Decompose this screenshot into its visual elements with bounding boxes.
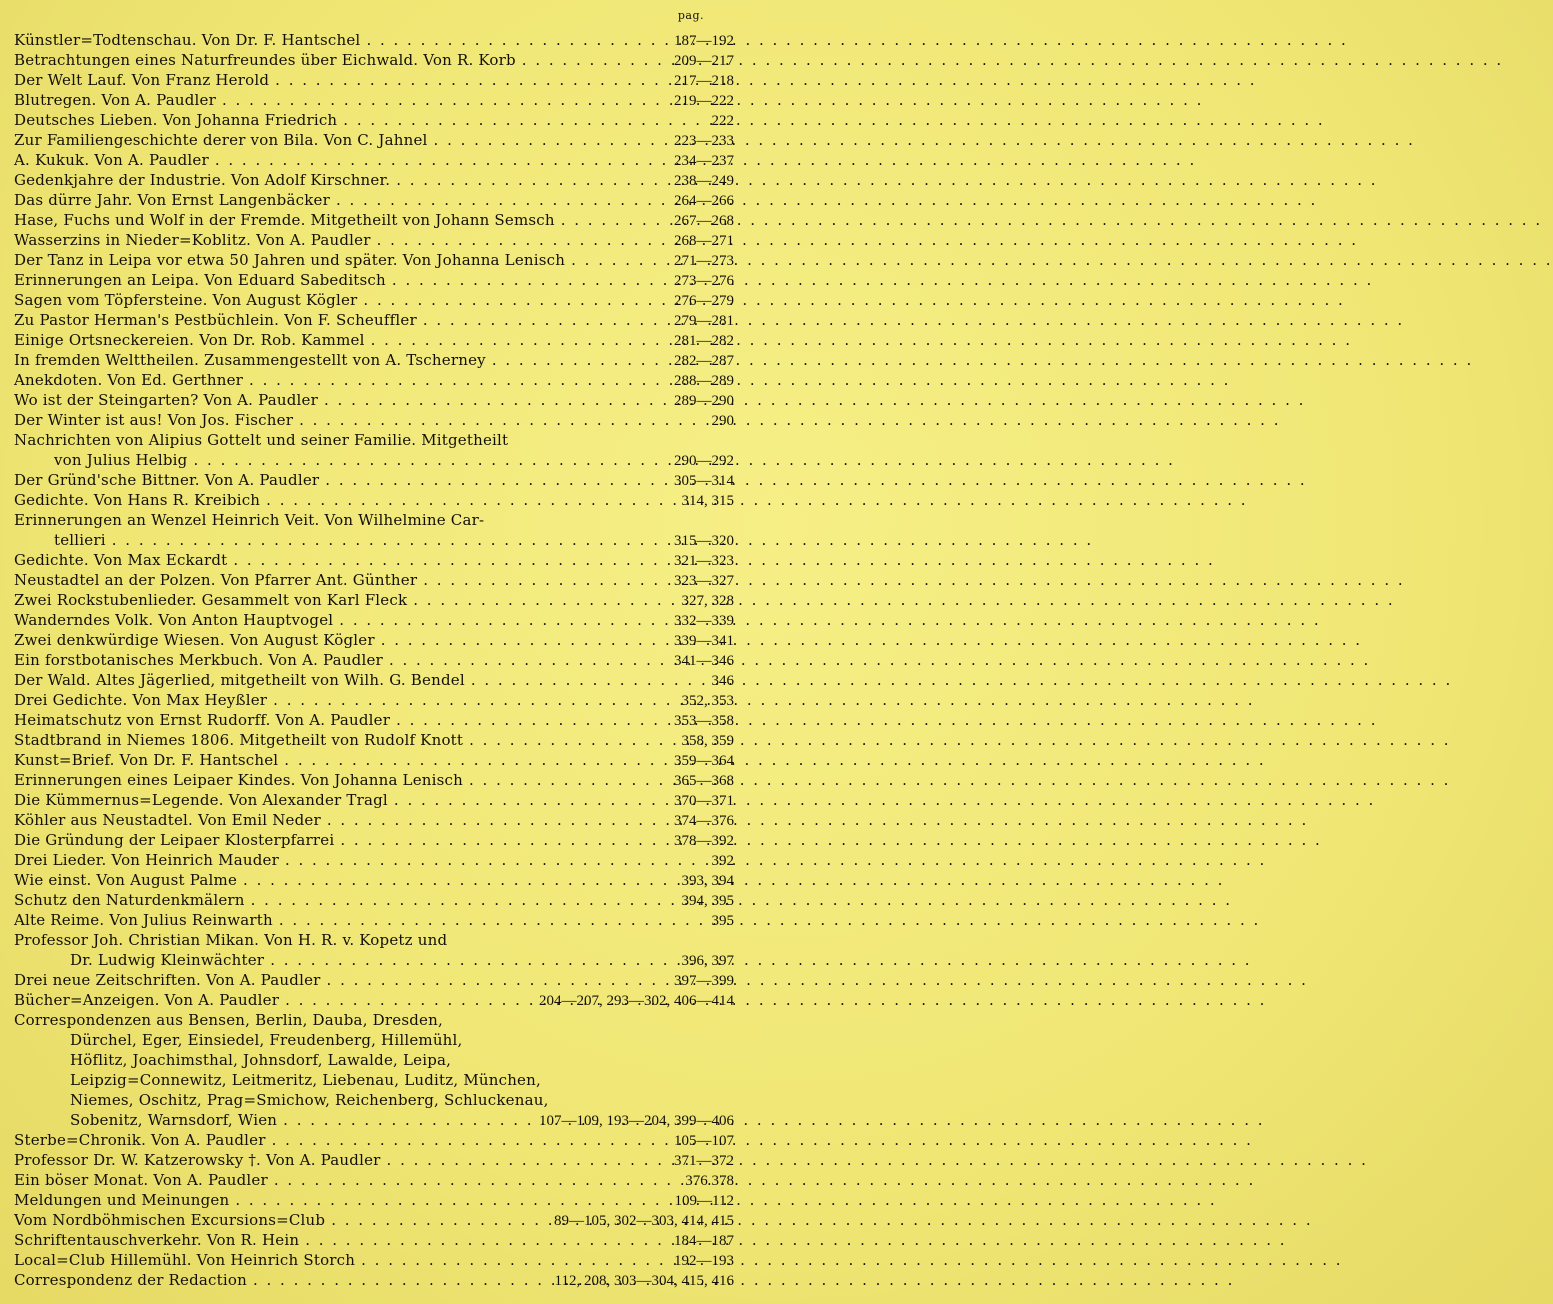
toc-entry [14,1230,734,1250]
toc-entry-pages: 271—273 [674,253,734,269]
toc-entry-title: Deutsches Lieben. Von Johanna Friedrich [14,111,338,129]
dot-leader [333,610,668,630]
toc-entry-title: Erinnerungen an Leipa. Von Eduard Sabeditsch [14,271,386,289]
toc-entry-title: Der Tanz in Leipa vor etwa 50 Jahren und später. Von Johanna Lenisch [14,251,566,269]
toc-entry [14,390,734,410]
toc-entry-title: Hase, Fuchs und Wolf in der Fremde. Mitgetheilt von Johann Semsch [14,211,555,229]
toc-entry-pages: 276—279 [674,293,734,309]
toc-entry [14,190,734,210]
dot-leader [565,250,668,270]
toc-entry-title: Dürchel, Eger, Einsiedel, Freudenberg, Hillemühl, [70,1031,463,1049]
dot-leader [417,570,668,590]
toc-entry-pages: 395 [711,913,734,929]
toc-entry-title: Die Gründung der Leipaer Klosterpfarrei [14,831,335,849]
toc-entry-title: Einige Ortsneckereien. Von Dr. Rob. Kammel [14,331,365,349]
dot-leader [337,110,705,130]
toc-entry-pages: 219—222 [674,93,734,109]
toc-entry-title: Ein böser Monat. Von A. Paudler [14,1171,268,1189]
toc-entry-pages: 394, 395 [681,893,734,909]
toc-entry [14,350,734,370]
toc-entry [14,450,734,470]
toc-entry-pages: 371—372 [674,1153,734,1169]
toc-entry-title: Meldungen und Meinungen [14,1191,230,1209]
dot-leader [245,890,676,910]
toc-entry-title: In fremden Welttheilen. Zusammengestellt von A. Tscherney [14,351,486,369]
toc-entry [14,570,734,590]
toc-entry [14,950,734,970]
toc-entry-title: Sagen vom Töpfersteine. Von August Kögler [14,291,358,309]
dot-leader [279,990,533,1010]
toc-entry-pages: 374—376 [674,813,734,829]
dot-leader [360,30,668,50]
dot-leader [299,1230,668,1250]
toc-entry-title: Vom Nordböhmischen Excursions=Club [14,1211,326,1229]
dot-leader [227,550,668,570]
toc-entry [14,1110,734,1130]
toc-entry [14,470,734,490]
toc-entry-pages: 352, 353 [681,693,734,709]
toc-entry-title: Wo ist der Steingarten? Von A. Paudler [14,391,318,409]
toc-entry-title: Wie einst. Von August Palme [14,871,238,889]
toc-entry-pages: 89—105, 302—303, 414, 415 [554,1213,734,1229]
toc-entry-title: Erinnerungen an Wenzel Heinrich Veit. Von Wilhelmine Car- [14,511,485,529]
toc-entry [14,650,734,670]
toc-entry-title: Gedichte. Von Hans R. Kreibich [14,491,261,509]
dot-leader [388,790,668,810]
toc-entry-title: Blutregen. Von A. Paudler [14,91,216,109]
dot-leader [269,70,668,90]
toc-entry-pages: 396, 397 [681,953,734,969]
dot-leader [465,670,706,690]
toc-entry-pages: 222 [711,113,734,129]
toc-entry-title: Anekdoten. Von Ed. Gerthner [14,371,244,389]
dot-leader [407,590,675,610]
dot-leader [293,410,705,430]
toc-entry-pages: 314, 315 [681,493,734,509]
toc-entry [14,870,734,890]
toc-entry-title: Stadtbrand in Niemes 1806. Mitgetheilt von Rudolf Knott [14,731,464,749]
toc-entry [14,410,734,430]
table-of-contents [14,30,734,1290]
toc-entry-pages: 353—358 [674,713,734,729]
toc-entry-pages: 279—281 [674,313,734,329]
toc-entry-title: Drei neue Zeitschriften. Von A. Paudler [14,971,321,989]
toc-entry-pages: 370—371 [674,793,734,809]
toc-entry-pages: 105—107 [674,1133,734,1149]
toc-entry [14,970,734,990]
toc-entry-title: Höflitz, Joachimsthal, Johnsdorf, Lawalde, Leipa, [70,1051,452,1069]
toc-entry-pages: 359—364 [674,753,734,769]
dot-leader [209,150,668,170]
toc-entry-pages: 321—323 [674,553,734,569]
toc-entry-title: Gedichte. Von Max Eckardt [14,551,228,569]
toc-entry-title: Heimatschutz von Ernst Rudorff. Von A. Paudler [14,711,391,729]
toc-entry-pages: 393, 394 [681,873,734,889]
toc-entry [14,730,734,750]
dot-leader [273,910,706,930]
toc-entry [14,310,734,330]
dot-leader [321,810,668,830]
toc-entry-title: Dr. Ludwig Kleinwächter [70,951,265,969]
dot-leader [365,330,668,350]
toc-entry-pages: 267—268 [674,213,734,229]
dot-leader [325,1210,548,1230]
dot-leader [229,1190,668,1210]
toc-entry-pages: 376 378 [685,1173,734,1189]
toc-entry [14,1190,734,1210]
dot-leader [375,630,668,650]
toc-entry-pages: 346 [711,673,734,689]
toc-entry-pages: 323—327 [674,573,734,589]
dot-leader [428,130,668,150]
dot-leader [237,870,675,890]
dot-leader [216,90,668,110]
toc-entry [14,490,734,510]
toc-entry-title: Schutz den Naturdenkmälern [14,891,245,909]
page-column-label: pag. [677,9,704,22]
toc-entry [14,910,734,930]
toc-entry-title: Zu Pastor Herman's Pestbüchlein. Von F. Scheuffler [14,311,417,329]
dot-leader [188,450,669,470]
toc-entry [14,170,734,190]
toc-entry [14,250,734,270]
toc-entry-pages: 184—187 [674,1233,734,1249]
dot-leader [243,370,668,390]
dot-leader [321,970,668,990]
toc-entry-pages: 290—292 [674,453,734,469]
toc-entry [14,630,734,650]
toc-entry-pages: 332—339 [674,613,734,629]
toc-entry [14,370,734,390]
toc-entry [14,550,734,570]
toc-entry [14,1030,734,1050]
dot-leader [319,470,668,490]
toc-entry [14,930,734,950]
dot-leader [463,770,668,790]
toc-entry [14,530,734,550]
dot-leader [264,950,675,970]
dot-leader [357,290,668,310]
toc-entry-pages: 187—192 [674,33,734,49]
toc-entry-pages: 109—112 [674,1193,734,1209]
dot-leader [463,730,675,750]
toc-entry [14,610,734,630]
toc-entry-pages: 223—233 [674,133,734,149]
toc-entry [14,330,734,350]
toc-entry-title: Künstler=Todtenschau. Von Dr. F. Hantschel [14,31,361,49]
toc-entry [14,50,734,70]
toc-entry [14,1010,734,1030]
toc-entry-title: Professor Dr. W. Katzerowsky †. Von A. Paudler [14,1151,381,1169]
toc-entry-title: Neustadtel an der Polzen. Von Pfarrer Ant. Günther [14,571,418,589]
toc-entry-title: Wasserzins in Nieder=Koblitz. Von A. Paudler [14,231,371,249]
toc-entry [14,890,734,910]
toc-entry [14,770,734,790]
toc-entry-pages: 288—289 [674,373,734,389]
toc-entry-title: A. Kukuk. Von A. Paudler [14,151,209,169]
toc-entry-pages: 268—271 [674,233,734,249]
toc-entry-title: Bücher=Anzeigen. Von A. Paudler [14,991,280,1009]
toc-entry-pages: 290 [711,413,734,429]
toc-entry-pages: 305—314 [674,473,734,489]
toc-entry [14,690,734,710]
toc-entry [14,1270,734,1290]
toc-entry-pages: 192—193 [674,1253,734,1269]
toc-entry [14,290,734,310]
toc-entry [14,110,734,130]
dot-leader [106,530,668,550]
toc-entry [14,1050,734,1070]
toc-entry-pages: 217—218 [674,73,734,89]
toc-entry [14,90,734,110]
toc-entry-pages: 204—207, 293—302, 406—414 [539,993,734,1009]
toc-entry-pages: 358, 359 [681,733,734,749]
dot-leader [381,1150,668,1170]
dot-leader [318,390,668,410]
toc-entry [14,750,734,770]
toc-entry-title: Gedenkjahre der Industrie. Von Adolf Kirschner. [14,171,391,189]
toc-entry-title: Sterbe=Chronik. Von A. Paudler [14,1131,266,1149]
dot-leader [334,830,668,850]
dot-leader [247,1270,549,1290]
toc-page [0,0,750,1304]
toc-entry [14,270,734,290]
toc-entry-title: Leipzig=Connewitz, Leitmeritz, Liebenau, Luditz, München, [70,1071,541,1089]
toc-entry [14,70,734,90]
toc-entry [14,210,734,230]
toc-entry-title: Der Welt Lauf. Von Franz Herold [14,71,270,89]
toc-entry [14,990,734,1010]
toc-entry [14,30,734,50]
toc-entry [14,1090,734,1110]
toc-entry [14,710,734,730]
dot-leader [390,710,668,730]
dot-leader [279,850,706,870]
toc-entry-title: Der Wald. Altes Jägerlied, mitgetheilt von Wilh. G. Bendel [14,671,465,689]
dot-leader [277,1110,533,1130]
toc-entry [14,150,734,170]
dot-leader [278,750,668,770]
toc-entry-title: von Julius Helbig [54,451,188,469]
toc-entry-pages: 315—320 [674,533,734,549]
dot-leader [371,230,668,250]
toc-entry-title: Ein forstbotanisches Merkbuch. Von A. Paudler [14,651,383,669]
toc-entry [14,1250,734,1270]
toc-entry-pages: 234—237 [674,153,734,169]
toc-entry-pages: 281—282 [674,333,734,349]
toc-entry-title: Die Kümmernus=Legende. Von Alexander Tragl [14,791,388,809]
dot-leader [417,310,668,330]
toc-entry-pages: 289—290 [674,393,734,409]
toc-entry [14,430,734,450]
toc-entry-title: Alte Reime. Von Julius Reinwarth [14,911,273,929]
toc-entry [14,590,734,610]
toc-entry [14,830,734,850]
dot-leader [516,50,668,70]
toc-entry [14,1150,734,1170]
dot-leader [383,650,668,670]
toc-entry-pages: 378—392 [674,833,734,849]
toc-entry-pages: 107—109, 193—204, 399—406 [539,1113,734,1129]
toc-entry-title: tellieri [54,531,106,549]
toc-entry-title: Kunst=Brief. Von Dr. F. Hantschel [14,751,279,769]
toc-entry-title: Local=Club Hillemühl. Von Heinrich Storch [14,1251,356,1269]
toc-entry [14,1170,734,1190]
toc-entry-title: Erinnerungen eines Leipaer Kindes. Von Johanna Lenisch [14,771,464,789]
dot-leader [268,1170,679,1190]
dot-leader [330,190,668,210]
toc-entry [14,810,734,830]
dot-leader [486,350,668,370]
toc-entry-pages: 112, 208, 303—304, 415, 416 [554,1273,734,1289]
toc-entry [14,1130,734,1150]
toc-entry-title: Zur Familiengeschichte derer von Bila. Von C. Jahnel [14,131,428,149]
toc-entry-pages: 327, 328 [681,593,734,609]
toc-entry-pages: 339—341 [674,633,734,649]
dot-leader [266,1130,668,1150]
toc-entry [14,1070,734,1090]
toc-entry [14,670,734,690]
toc-entry-pages: 341—346 [674,653,734,669]
toc-entry-pages: 282—287 [674,353,734,369]
toc-entry-pages: 392 [711,853,734,869]
toc-entry-title: Professor Joh. Christian Mikan. Von H. R. v. Kopetz und [14,931,448,949]
toc-entry [14,130,734,150]
dot-leader [267,690,675,710]
toc-entry-pages: 209—217 [674,53,734,69]
toc-entry [14,850,734,870]
toc-entry-pages: 264—266 [674,193,734,209]
toc-entry-title: Das dürre Jahr. Von Ernst Langenbäcker [14,191,330,209]
toc-entry [14,790,734,810]
toc-entry-title: Köhler aus Neustadtel. Von Emil Neder [14,811,321,829]
toc-entry-title: Niemes, Oschitz, Prag=Smichow, Reichenberg, Schluckenau, [70,1091,549,1109]
toc-entry-title: Wanderndes Volk. Von Anton Hauptvogel [14,611,334,629]
toc-entry [14,510,734,530]
toc-entry [14,230,734,250]
dot-leader [260,490,675,510]
toc-entry-pages: 238—249 [674,173,734,189]
toc-entry-pages: 365—368 [674,773,734,789]
toc-entry-title: Der Gründ'sche Bittner. Von A. Paudler [14,471,320,489]
toc-entry-title: Betrachtungen eines Naturfreundes über Eichwald. Von R. Korb [14,51,516,69]
dot-leader [355,1250,668,1270]
toc-entry-title: Sobenitz, Warnsdorf, Wien [70,1111,278,1129]
toc-entry-title: Zwei Rockstubenlieder. Gesammelt von Karl Fleck [14,591,408,609]
toc-entry-title: Der Winter ist aus! Von Jos. Fischer [14,411,294,429]
toc-entry-title: Nachrichten von Alipius Gottelt und seiner Familie. Mitgetheilt [14,431,509,449]
toc-entry-title: Schriftentauschverkehr. Von R. Hein [14,1231,300,1249]
toc-entry-title: Zwei denkwürdige Wiesen. Von August Kögler [14,631,375,649]
dot-leader [390,170,668,190]
toc-entry-title: Correspondenz der Redaction [14,1271,247,1289]
dot-leader [386,270,668,290]
toc-entry-title: Drei Lieder. Von Heinrich Mauder [14,851,279,869]
toc-entry-pages: 273—276 [674,273,734,289]
toc-entry-pages: 397—399 [674,973,734,989]
toc-entry-title: Drei Gedichte. Von Max Heyßler [14,691,268,709]
dot-leader [555,210,668,230]
toc-entry [14,1210,734,1230]
toc-entry-title: Correspondenzen aus Bensen, Berlin, Dauba, Dresden, [14,1011,443,1029]
